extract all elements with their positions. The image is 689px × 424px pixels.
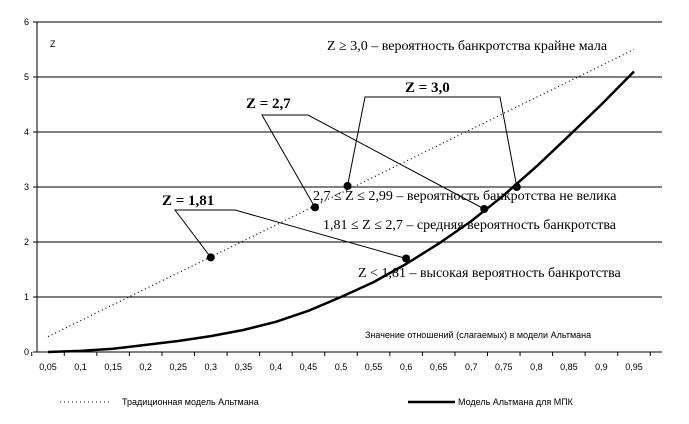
y-tick-label: 1 xyxy=(23,292,29,302)
x-tick-label: 0,4 xyxy=(269,362,283,372)
y-tick-labels xyxy=(24,17,29,357)
threshold-callouts xyxy=(175,97,517,259)
y-axis-label: Z xyxy=(50,39,56,49)
x-tick-label: 0,2 xyxy=(139,362,152,372)
x-tick-label: 0,7 xyxy=(464,362,478,372)
threshold-label: Z = 1,81 xyxy=(162,193,215,209)
callout-z30 xyxy=(348,97,517,187)
x-tick-label: 0,45 xyxy=(299,362,318,372)
x-tick-label: 0,5 xyxy=(334,362,348,372)
threshold-point xyxy=(311,203,319,211)
x-tick-label: 0,95 xyxy=(625,362,643,372)
x-tick-labels xyxy=(39,362,643,372)
x-tick-label: 0,85 xyxy=(560,362,578,372)
threshold-label: Z = 2,7 xyxy=(246,96,291,112)
zone-labels xyxy=(313,39,622,281)
x-tick-label: 0,6 xyxy=(399,362,413,372)
x-axis-label: Значение отношений (слагаемых) в модели Альтмана xyxy=(365,330,592,340)
y-tick-label: 0 xyxy=(23,347,29,357)
x-tick-label: 0,15 xyxy=(104,362,122,372)
x-tick-label: 0,8 xyxy=(530,362,543,372)
x-tick-label: 0,65 xyxy=(429,362,448,372)
threshold-point xyxy=(207,253,215,261)
x-tick-label: 0,9 xyxy=(595,362,608,372)
threshold-label: Z = 3,0 xyxy=(405,80,450,96)
x-tick-label: 0,25 xyxy=(169,362,187,372)
x-tick-label: 0,1 xyxy=(74,362,87,372)
zone-label: 2,7 ≤ Z ≤ 2,99 – вероятность банкротства не велика xyxy=(313,189,617,204)
x-tick-label: 0,3 xyxy=(204,362,218,372)
threshold-point xyxy=(402,255,410,263)
x-tick-label: 0,75 xyxy=(495,362,513,372)
zone-label: Z < 1,81 – высокая вероятность банкротства xyxy=(358,266,621,281)
y-tick-label: 4 xyxy=(23,127,29,137)
y-tick-label: 5 xyxy=(23,72,29,82)
grid-lines xyxy=(37,22,662,297)
legend xyxy=(60,397,574,407)
y-tick-label: 2 xyxy=(23,237,29,247)
legend-label-mpk: Модель Альтмана для МПК xyxy=(458,397,573,407)
series-mpk-line xyxy=(48,72,634,353)
y-tick-label: 3 xyxy=(23,182,29,192)
y-tick-label: 6 xyxy=(23,17,29,27)
legend-label-traditional: Традиционная модель Альтмана xyxy=(122,397,259,407)
x-tick-label: 0,55 xyxy=(364,362,383,372)
x-tick-label: 0,05 xyxy=(39,362,57,372)
zone-label: 1,81 ≤ Z ≤ 2,7 – средняя вероятность банкротства xyxy=(323,218,616,233)
threshold-point xyxy=(480,205,488,213)
x-tick-label: 0,35 xyxy=(234,362,253,372)
zone-label: Z ≥ 3,0 – вероятность банкротства крайне мала xyxy=(327,39,608,54)
